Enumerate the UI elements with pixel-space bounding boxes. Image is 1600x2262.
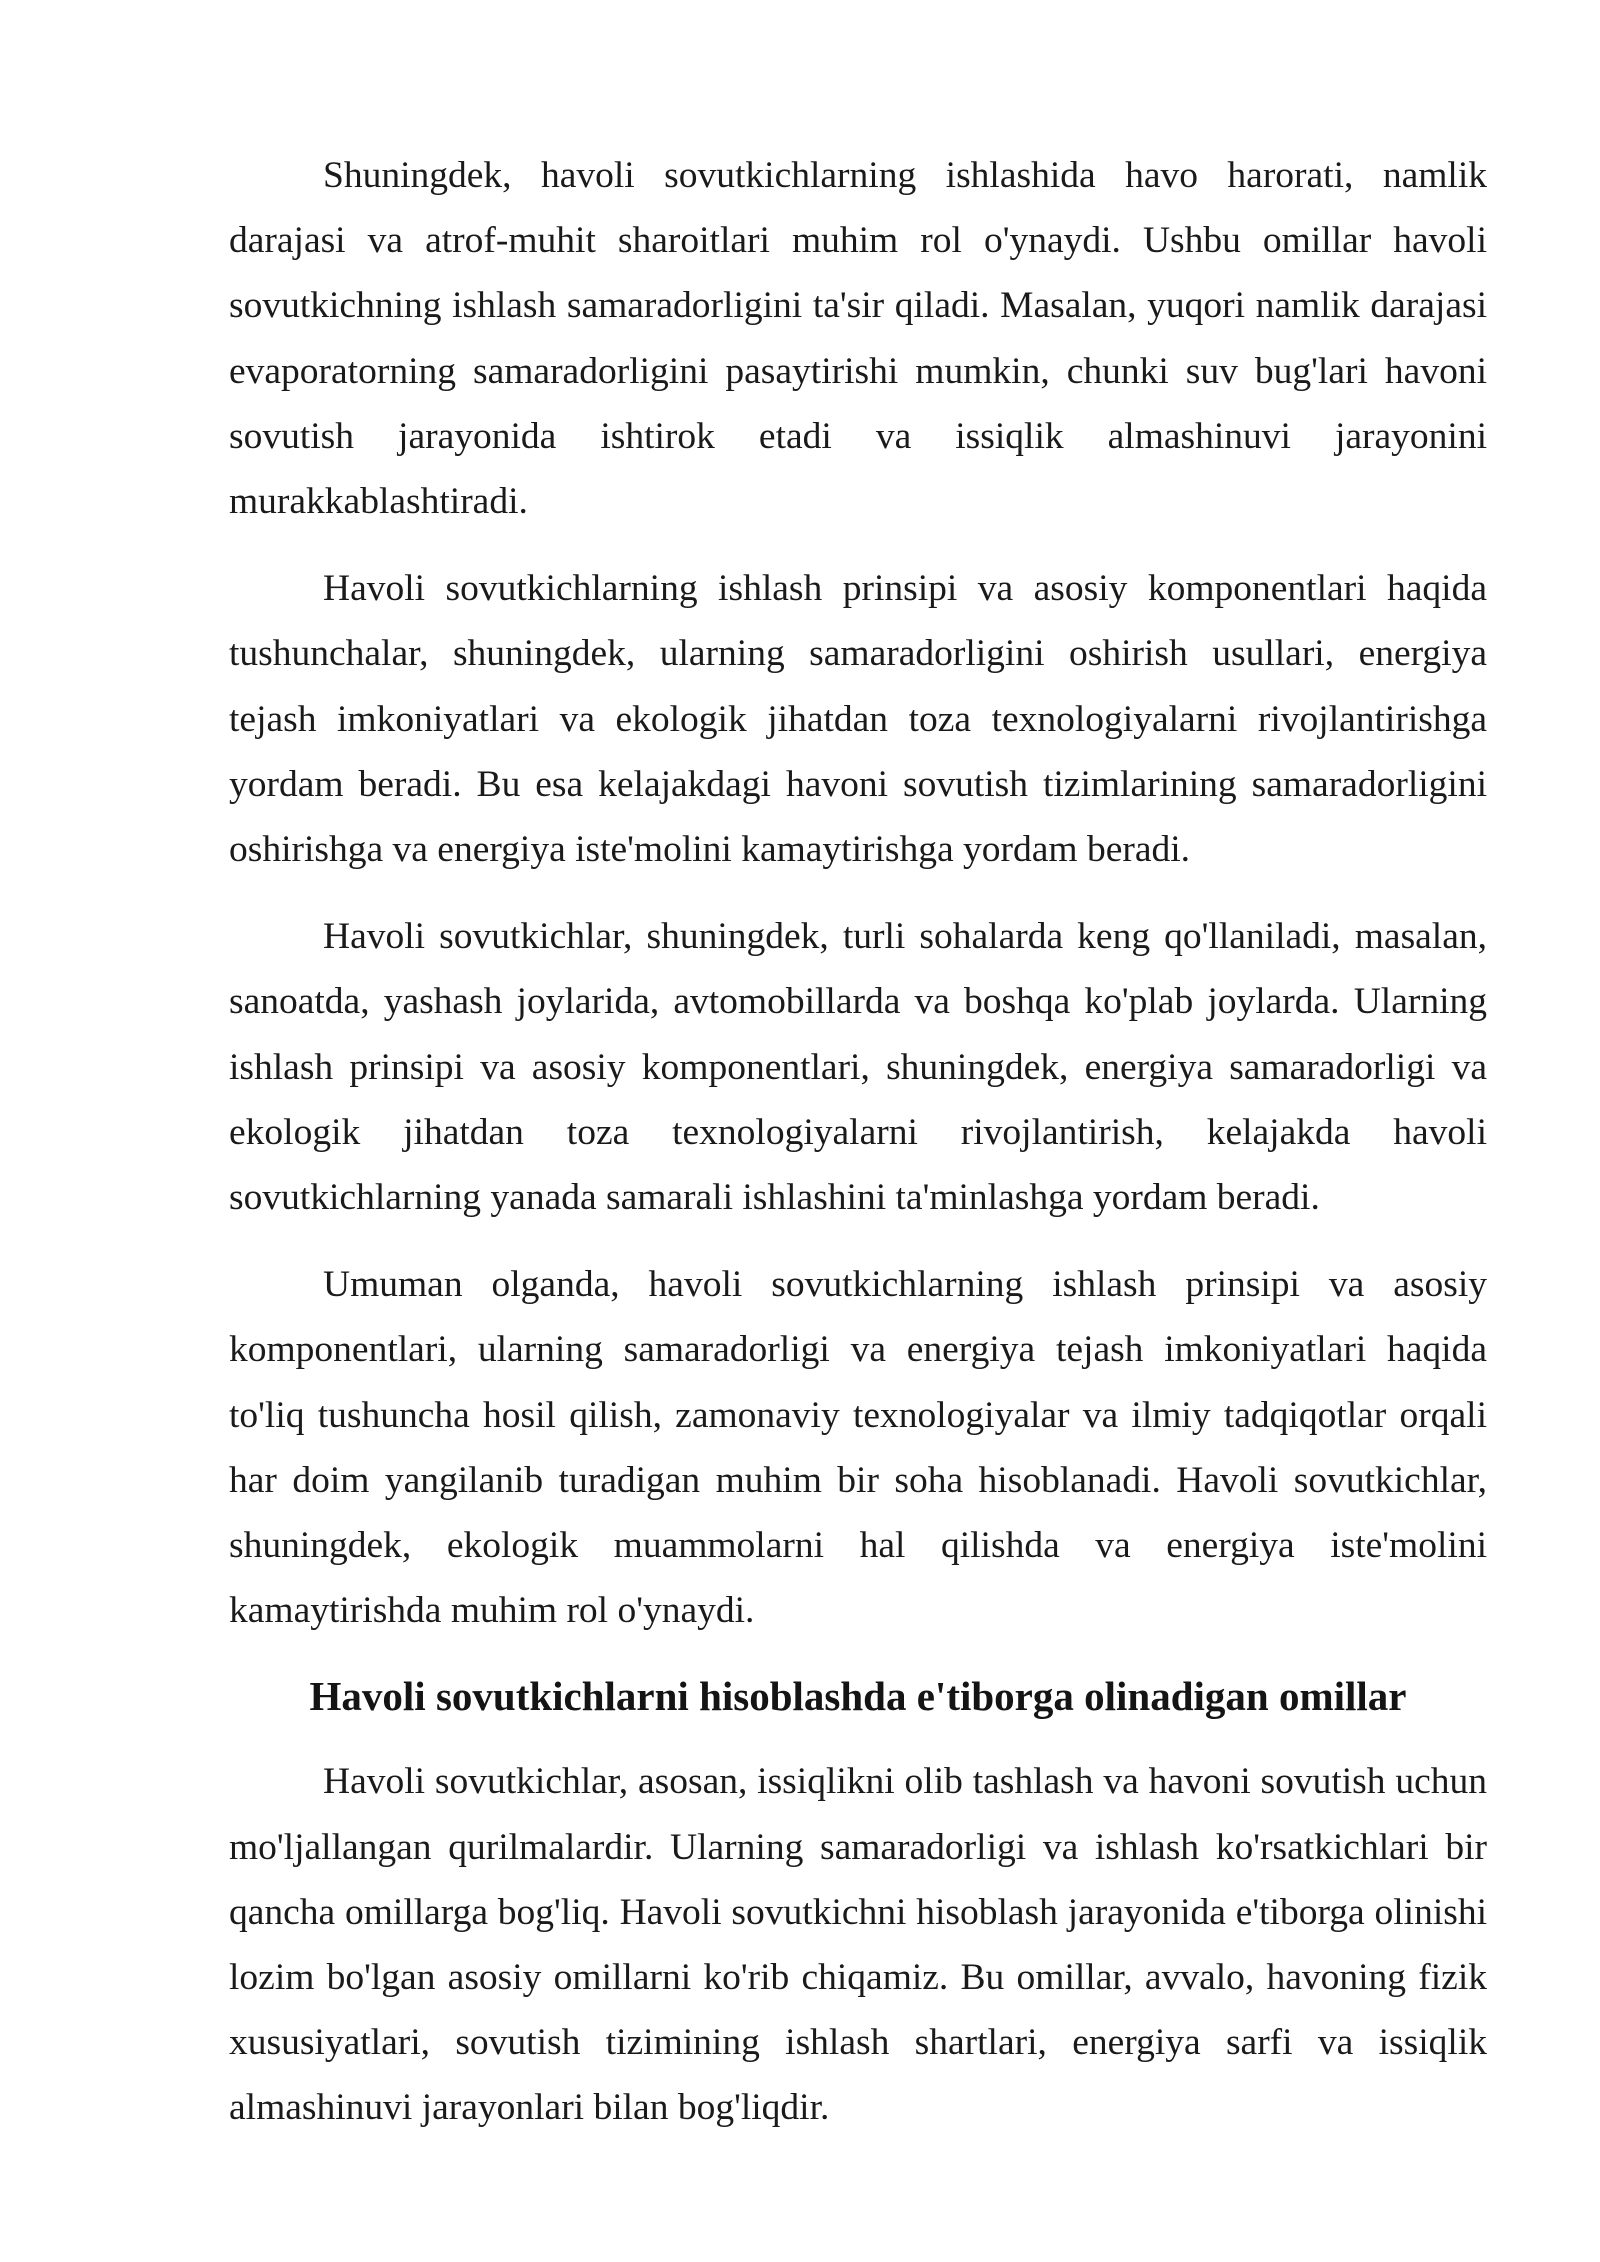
section-heading: Havoli sovutkichlarni hisoblashda e'tiborga olinadigan omillar [309,1673,1407,1720]
paragraph-summary: Umuman olganda, havoli sovutkichlarning ishlash prinsipi va asosiy komponentlari, ularning samaradorligi va energiya tejash imkoniyatlari haqida to'liq tushuncha hosil qilish, zamonaviy texnologiyalar va ilmiy tadqiqotlar orqali har doim yangilanib turadigan muhim bir soha hisoblanadi. Havoli sovutkichlar, shuningdek, ekologik muammolarni hal qilishda va energiya iste'molini kamaytirishda muhim rol o'ynaydi. [229,1264,1487,1632]
paragraph-calculation-factors: Havoli sovutkichlar, asosan, issiqlikni olib tashlash va havoni sovutish uchun mo'ljallangan qurilmalardir. Ularning samaradorligi va ishlash ko'rsatkichlari bir qancha omillarga bog'liq. Havoli sovutkichni hisoblash jarayonida e'tiborga olinishi lozim bo'lgan asosiy omillarni ko'rib chiqamiz. Bu omillar, avvalo, havoning fizik xususiyatlari, sovutish tizimining ishlash shartlari, energiya sarfi va issiqlik almashinuvi jarayonlari bilan bog'liqdir. [229,1761,1487,2129]
paragraph-applications: Havoli sovutkichlar, shuningdek, turli sohalarda keng qo'llaniladi, masalan, sanoatda, yashash joylarida, avtomobillarda va boshqa ko'plab joylarda. Ularning ishlash prinsipi va asosiy komponentlari, shuningdek, energiya samaradorligi va ekologik jihatdan toza texnologiyalarni rivojlantirish, kelajakda havoli sovutkichlarning yanada samarali ishlashini ta'minlashga yordam beradi. [229,916,1487,1219]
paragraph-working-principle: Havoli sovutkichlarning ishlash prinsipi va asosiy komponentlari haqida tushunchalar, shuningdek, ularning samaradorligini oshirish usullari, energiya tejash imkoniyatlari va ekologik jihatdan toza texnologiyalarni rivojlantirishga yordam beradi. Bu esa kelajakdagi havoni sovutish tizimlarining samaradorligini oshirishga va energiya iste'molini kamaytirishga yordam beradi. [229,568,1487,871]
document-body [229,143,1487,2163]
paragraph-humidity-conditions: Shuningdek, havoli sovutkichlarning ishlashida havo harorati, namlik darajasi va atrof-muhit sharoitlari muhim rol o'ynaydi. Ushbu omillar havoli sovutkichning ishlash samaradorligini ta'sir qiladi. Masalan, yuqori namlik darajasi evaporatorning samaradorligini pasaytirishi mumkin, chunki suv bug'lari havoni sovutish jarayonida ishtirok etadi va issiqlik almashinuvi jarayonini murakkablashtiradi. [229,155,1487,523]
